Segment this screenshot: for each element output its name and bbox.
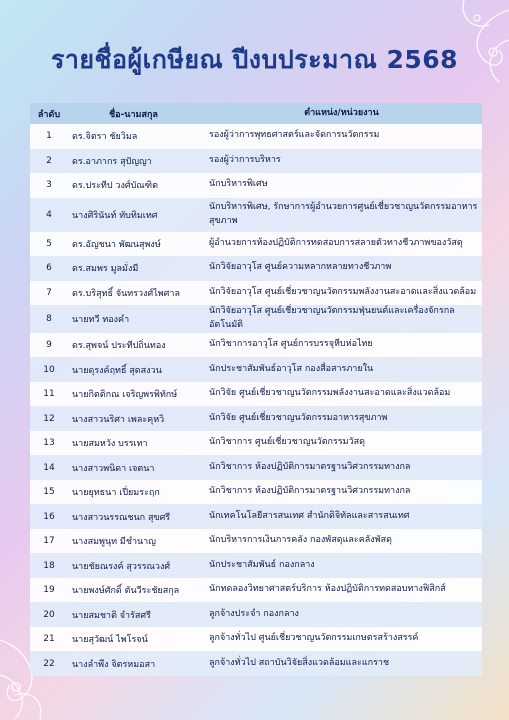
retiree-table (30, 103, 482, 676)
row-position: ลูกจ้างทั่วไป สถาบันวิจัยสิ่งแวดล้อมและแกราช (209, 657, 390, 668)
row-index: 3 (46, 180, 52, 191)
row-position: นักบริหารการเงินการคลัง กองพัสดุและคลังพัสดุ (209, 535, 392, 546)
row-name: นางศิรินันท์ ทับทิมเทศ (72, 210, 158, 221)
table-row (30, 578, 482, 603)
row-index: 21 (43, 634, 55, 645)
table-row (30, 602, 482, 627)
row-position: นักวิชาการ ศูนย์เชี่ยวชาญนวัตกรรมวัสดุ (209, 437, 365, 448)
row-position: นักวิชาการอาวุโส ศูนย์การบรรจุหีบห่อไทย (209, 339, 373, 350)
row-position: นักประชาสัมพันธ์อาวุโส กองสื่อสารภายใน (209, 363, 374, 374)
row-name: ดร.สุพจน์ ประทีปถิ่นทอง (72, 341, 166, 352)
row-index: 18 (43, 560, 55, 571)
row-index: 6 (46, 263, 52, 274)
table-row (30, 357, 482, 382)
row-position: ผู้อำนวยการห้องปฏิบัติการทดสอบการสลายตัวทางชีวภาพของวัสดุ (209, 237, 463, 248)
row-name: นางสมพูนุท มีชำนาญ (72, 537, 156, 548)
row-index: 11 (43, 389, 55, 400)
row-name: นายทวี ทองคำ (72, 314, 130, 325)
header-index: ลำดับ (37, 109, 61, 120)
row-position: ลูกจ้างทั่วไป ศูนย์เชี่ยวชาญนวัตกรรมเกษตรสร้างสรรค์ (209, 633, 419, 644)
row-name: นางลำพึง จิตรหมอสา (72, 659, 156, 670)
row-index: 4 (46, 209, 52, 220)
row-position: นักวิจัยอาวุโส ศูนย์ความหลากหลายทางชีวภาพ (209, 262, 392, 273)
row-name: นายสุวัฒน์ ไพโรจน์ (72, 635, 148, 646)
row-position: นักบริหารพิเศษ, รักษาการผู้อำนวยการศูนย์เชี่ยวชาญนวัตกรรมอาหารสุขภาพ (209, 201, 478, 226)
row-index: 13 (43, 438, 55, 449)
table-row (30, 232, 482, 257)
table-row (30, 504, 482, 529)
row-name: ดร.จิตรา ชัยวิมล (72, 132, 138, 143)
row-name: นายชัยณรงค์ สุวรรณวงศ์ (72, 561, 171, 572)
table-body (30, 124, 482, 676)
row-index: 5 (46, 238, 52, 249)
row-name: ดร.อาภากร สุปัญญา (72, 156, 152, 167)
table-row (30, 305, 482, 333)
table-row (30, 480, 482, 505)
row-position: นักวิจัย ศูนย์เชี่ยวชาญนวัตกรรมพลังงานสะอาดและสิ่งแวดล้อม (209, 388, 451, 399)
table-row (30, 382, 482, 407)
header-position: ตำแหน่ง/หน่วยงาน (304, 107, 379, 118)
table-row (30, 173, 482, 198)
table-row (30, 256, 482, 281)
row-position: นักวิจัยอาวุโส ศูนย์เชี่ยวชาญนวัตกรรมพลังงานสะอาดและสิ่งแวดล้อม (209, 286, 477, 297)
table-row (30, 455, 482, 480)
page-title: รายชื่อผู้เกษียณ ปีงบประมาณ 2568 (50, 45, 459, 74)
row-position: นักวิจัย ศูนย์เชี่ยวชาญนวัตกรรมอาหารสุขภาพ (209, 412, 388, 423)
header-name: ชื่อ-นามสกุล (109, 109, 158, 120)
row-position: นักวิชาการ ห้องปฏิบัติการมาตรฐานวิศวกรรมทางกล (209, 486, 411, 497)
row-index: 1 (46, 131, 52, 142)
row-name: นางสาวนริศา เพละคุหวิ (72, 414, 165, 425)
row-position: นักวิชาการ ห้องปฏิบัติการมาตรฐานวิศวกรรมทางกล (209, 461, 411, 472)
row-index: 22 (43, 658, 55, 669)
row-index: 8 (46, 313, 52, 324)
table-row (30, 149, 482, 174)
table-row (30, 553, 482, 578)
row-index: 14 (43, 462, 55, 473)
row-index: 15 (43, 487, 55, 498)
row-index: 16 (43, 511, 55, 522)
row-position: นักบริหารพิเศษ (209, 179, 268, 190)
table-header (30, 103, 482, 124)
row-index: 9 (46, 340, 52, 351)
row-index: 17 (43, 536, 55, 547)
row-name: ดร.อัญชนา พัฒนสุพงษ์ (72, 239, 161, 250)
row-index: 12 (43, 413, 55, 424)
row-index: 2 (46, 155, 52, 166)
row-index: 19 (43, 585, 55, 596)
table-row (30, 627, 482, 652)
table-row (30, 651, 482, 676)
row-name: นายดุรงค์ฤทธิ์ สุดสงวน (72, 365, 162, 376)
row-position: รองผู้ว่าการบริหาร (209, 154, 281, 165)
row-name: นายสมหวัง บรรเทา (72, 439, 148, 450)
row-position: นักวิจัยอาวุโส ศูนย์เชี่ยวชาญนวัตกรรมฟุ่นยนต์และเครื่องจักรกลอัตโนมัติ (209, 306, 455, 330)
row-position: นักประชาสัมพันธ์ กองกลาง (209, 559, 315, 570)
table-row (30, 281, 482, 306)
row-index: 10 (43, 364, 55, 375)
row-position: รองผู้ว่าการพุทธศาสตร์และจัดการนวัตกรรม (209, 130, 380, 141)
row-index: 7 (46, 287, 52, 298)
row-position: นักเทคโนโลยีสารสนเทศ สำนักดิจิทัลและสารสนเทศ (209, 510, 410, 521)
row-name: นายกิตติกณ เจริญพรพิทักษ์ (72, 390, 178, 401)
table-row (30, 406, 482, 431)
row-name: นายยุทธนา เปี่ยมระฤก (72, 488, 160, 499)
table-row (30, 431, 482, 456)
row-index: 20 (43, 609, 55, 620)
row-name: ดร.สมพร มูลมั่งมี (72, 264, 139, 275)
row-position: ลูกจ้างประจำ กองกลาง (209, 608, 299, 619)
row-name: ดร.ประทีป วงศ์บัณฑิต (72, 181, 158, 192)
row-position: นักทดลองวิทยาศาสตร์บริการ ห้องปฏิบัติการทดสอบทางฟิสิกส์ (209, 584, 446, 595)
table-row (30, 198, 482, 232)
row-name: นางสาวนรรณชนก สุขศรี (72, 512, 171, 523)
table-row (30, 529, 482, 554)
row-name: นายพงษ์ศักดิ์ ตันวีระชัยสกุล (72, 586, 180, 597)
table-row (30, 333, 482, 358)
row-name: นายสมชาติ จำรัสศรี (72, 610, 151, 621)
row-name: นางสาวพนิดา เจตนา (72, 463, 155, 474)
row-name: ดร.บริสุทธิ์ จันทรวงศ์ไพศาล (72, 288, 180, 299)
table-row (30, 124, 482, 149)
